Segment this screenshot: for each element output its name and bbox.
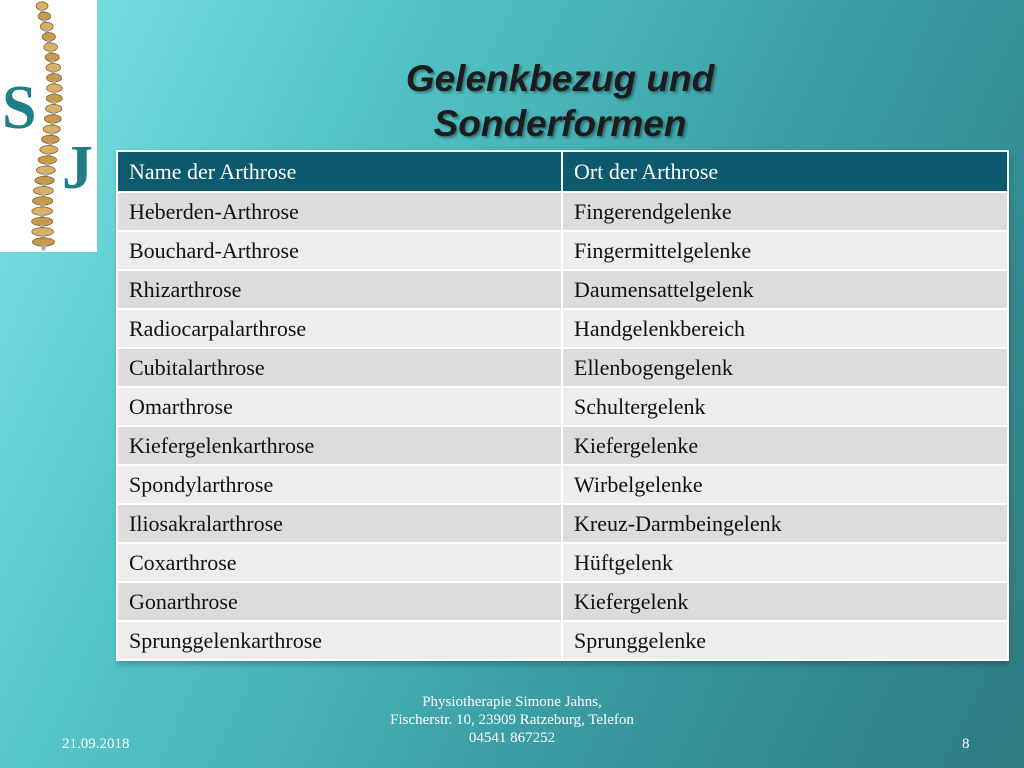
vertebra <box>44 43 58 51</box>
vertebra <box>32 238 54 246</box>
cell-name: Cubitalarthrose <box>117 348 562 387</box>
footer-line-3: 04541 867252 <box>468 730 556 746</box>
cell-name: Sprunggelenkarthrose <box>117 621 562 660</box>
table-row <box>117 192 1008 231</box>
cell-name: Spondylarthrose <box>117 465 562 504</box>
cell-location: Fingermittelgelenke <box>562 231 1008 270</box>
vertebra <box>32 207 53 215</box>
table-row <box>117 309 1008 348</box>
cell-location: Kiefergelenk <box>562 582 1008 621</box>
spine-logo-icon <box>0 0 97 252</box>
table-row <box>117 270 1008 309</box>
vertebra <box>46 63 61 71</box>
table-row <box>117 465 1008 504</box>
cell-name: Heberden-Arthrose <box>117 192 562 231</box>
vertebra <box>35 176 54 184</box>
logo-letter-j: J <box>62 134 93 202</box>
table-row <box>117 387 1008 426</box>
table-row <box>117 426 1008 465</box>
cell-name: Kiefergelenkarthrose <box>117 426 562 465</box>
cell-location: Hüftgelenk <box>562 543 1008 582</box>
vertebra <box>40 145 58 153</box>
footer-line-1: Physiotherapie Simone Jahns, <box>422 694 602 710</box>
vertebra <box>41 135 59 143</box>
cell-name: Bouchard-Arthrose <box>117 231 562 270</box>
vertebra <box>45 53 59 61</box>
vertebra <box>46 94 62 102</box>
vertebra <box>40 22 53 30</box>
footer-line-2: Fischerstr. 10, 23909 Ratzeburg, Telefon <box>390 712 634 728</box>
cell-location: Kreuz-Darmbeingelenk <box>562 504 1008 543</box>
cell-location: Handgelenkbereich <box>562 309 1008 348</box>
cell-name: Gonarthrose <box>117 582 562 621</box>
vertebra <box>38 156 57 164</box>
page-number: 8 <box>962 736 970 752</box>
vertebra <box>47 74 62 82</box>
cell-location: Kiefergelenke <box>562 426 1008 465</box>
vertebra <box>32 217 53 225</box>
vertebra <box>46 104 62 112</box>
title-line-2: Sonderformen <box>433 103 687 144</box>
table-row <box>117 543 1008 582</box>
vertebra <box>36 2 48 10</box>
logo-letter-s: S <box>2 74 37 142</box>
vertebra <box>47 84 62 92</box>
cell-name: Rhizarthrose <box>117 270 562 309</box>
arthrosis-table <box>116 150 1007 661</box>
vertebra <box>33 197 53 205</box>
vertebra <box>44 115 61 123</box>
table-row <box>117 621 1008 660</box>
cell-name: Radiocarpalarthrose <box>117 309 562 348</box>
cell-name: Coxarthrose <box>117 543 562 582</box>
header-location: Ort der Arthrose <box>562 151 1008 192</box>
title-line-1: Gelenkbezug und <box>405 58 715 99</box>
footer-contact <box>342 693 682 747</box>
cell-name: Omarthrose <box>117 387 562 426</box>
vertebra <box>36 166 55 174</box>
cell-location: Daumensattelgelenk <box>562 270 1008 309</box>
cell-location: Schultergelenk <box>562 387 1008 426</box>
cell-location: Ellenbogengelenk <box>562 348 1008 387</box>
logo <box>0 0 97 252</box>
cell-name: Iliosakralarthrose <box>117 504 562 543</box>
table-row <box>117 348 1008 387</box>
table-row <box>117 504 1008 543</box>
table-row <box>117 231 1008 270</box>
header-name: Name der Arthrose <box>117 151 562 192</box>
table-row <box>117 582 1008 621</box>
table-header-row <box>117 151 1008 192</box>
vertebra <box>32 228 54 236</box>
footer-date: 21.09.2018 <box>62 736 130 752</box>
cell-location: Sprunggelenke <box>562 621 1008 660</box>
vertebra <box>42 33 55 41</box>
vertebra <box>43 125 60 133</box>
vertebra <box>34 186 54 194</box>
cell-location: Fingerendgelenke <box>562 192 1008 231</box>
vertebra <box>38 12 50 20</box>
slide-title <box>300 56 820 146</box>
cell-location: Wirbelgelenke <box>562 465 1008 504</box>
disc <box>41 246 45 251</box>
